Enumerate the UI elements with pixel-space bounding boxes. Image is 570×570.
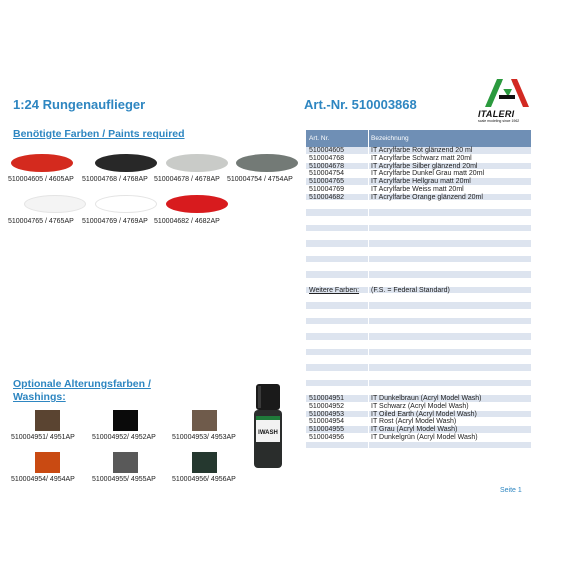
table-row [306,411,531,419]
table-row [306,186,531,194]
paint-code: 510004678 / 4678AP [154,176,220,183]
table-row [306,217,531,225]
table-row [306,310,531,318]
cell-bezeichnung: IT Grau (Acryl Model Wash) [368,426,531,433]
cell-art-nr: Weitere Farben: [309,286,360,294]
cell-bezeichnung [368,380,531,387]
washings-heading-line2: Washings: [13,391,66,403]
cell-art-nr [306,310,368,317]
wash-swatch [35,410,60,431]
table-row [306,356,531,364]
cell-art-nr [306,279,368,286]
cell-art-nr [306,271,368,278]
paint-code: 510004768 / 4768AP [82,176,148,183]
table-row [306,418,531,426]
cell-bezeichnung [368,341,531,348]
cell-bezeichnung [368,364,531,371]
cell-bezeichnung [368,442,531,449]
table-row [306,318,531,326]
table-row [306,294,531,302]
cell-bezeichnung: (F.S. = Federal Standard) [368,287,531,294]
cell-art-nr [306,209,368,216]
cell-art-nr [306,380,368,387]
cell-art-nr [306,263,368,270]
cell-bezeichnung: IT Dunkelgrün (Acryl Model Wash) [368,434,531,441]
cell-bezeichnung: IT Acrylfarbe Hellgrau matt 20ml [368,178,531,185]
wash-swatch [35,452,60,473]
cell-bezeichnung [368,240,531,247]
article-number: Art.-Nr. 510003868 [304,97,417,112]
table-body [306,147,531,449]
table-row [306,194,531,202]
cell-bezeichnung [368,349,531,356]
paint-swatch [24,195,86,213]
cell-bezeichnung [368,256,531,263]
wash-code: 510004952/ 4952AP [92,434,156,441]
cell-bezeichnung: IT Dunkelbraun (Acryl Model Wash) [368,395,531,402]
table-row [306,341,531,349]
paint-swatch [11,154,73,172]
logo-wordmark: ITALERI [478,109,515,119]
header-art-nr: Art. Nr. [309,135,330,142]
cell-art-nr [306,302,368,309]
table-row [306,209,531,217]
paints-heading: Benötigte Farben / Paints required [13,128,185,140]
paint-code: 510004754 / 4754AP [227,176,293,183]
cell-bezeichnung: IT Oiled Earth (Acryl Model Wash) [368,411,531,418]
cell-art-nr: 510004956 [309,433,345,441]
table-row [306,325,531,333]
paint-swatch [95,154,157,172]
cell-bezeichnung [368,294,531,301]
wash-code: 510004955/ 4955AP [92,476,156,483]
table-row [306,240,531,248]
cell-bezeichnung: IT Acrylfarbe Schwarz matt 20ml [368,155,531,162]
wash-swatch [192,410,217,431]
wash-swatch [113,452,138,473]
paint-swatch [166,195,228,213]
cell-bezeichnung [368,372,531,379]
cell-art-nr [306,217,368,224]
paint-code: 510004682 / 4682AP [154,218,220,225]
cell-art-nr [306,256,368,263]
paint-table [306,130,531,449]
table-row [306,387,531,395]
wash-swatch [192,452,217,473]
paint-code: 510004769 / 4769AP [82,218,148,225]
cell-art-nr [306,325,368,332]
cell-bezeichnung: IT Acrylfarbe Silber glänzend 20ml [368,163,531,170]
table-row [306,170,531,178]
table-row [306,271,531,279]
cell-bezeichnung [368,325,531,332]
cell-art-nr [306,387,368,394]
table-row [306,263,531,271]
cell-art-nr: 510004678 [309,162,345,170]
logo-tagline: scale modeling since 1962 [478,119,520,123]
table-row [306,333,531,341]
table-row [306,442,531,450]
wash-code: 510004953/ 4953AP [172,434,236,441]
table-row [306,225,531,233]
cell-bezeichnung [368,279,531,286]
table-row [306,163,531,171]
cell-art-nr: 510004769 [309,185,345,193]
paint-swatch [236,154,298,172]
cell-art-nr [306,225,368,232]
paint-swatch [95,195,157,213]
table-row [306,248,531,256]
wash-bottle-image [253,384,283,468]
cell-bezeichnung [368,387,531,394]
cell-bezeichnung [368,310,531,317]
paint-code: 510004605 / 4605AP [8,176,74,183]
wash-code: 510004956/ 4956AP [172,476,236,483]
cell-bezeichnung [368,333,531,340]
cell-art-nr [306,294,368,301]
cell-bezeichnung [368,217,531,224]
cell-bezeichnung: IT Acrylfarbe Dunkel Grau matt 20ml [368,170,531,177]
cell-art-nr: 510004955 [309,426,345,433]
cell-art-nr [306,364,368,371]
cell-bezeichnung: IT Schwarz (Acryl Model Wash) [368,403,531,410]
table-row [306,279,531,287]
cell-art-nr: 510004768 [309,154,345,162]
page-number: Seite 1 [500,487,522,494]
cell-bezeichnung [368,201,531,208]
table-row [306,178,531,186]
table-row [306,302,531,310]
table-row [306,395,531,403]
table-row [306,201,531,209]
italeri-logo [477,73,537,133]
table-row [306,403,531,411]
cell-art-nr [306,318,368,325]
cell-bezeichnung [368,232,531,239]
cell-bezeichnung [368,356,531,363]
cell-art-nr [306,232,368,239]
cell-art-nr: 510004953 [309,410,345,418]
cell-art-nr: 510004605 [309,147,345,154]
table-row [306,380,531,388]
cell-art-nr [306,372,368,379]
paint-swatch [166,154,228,172]
header-bezeichnung: Bezeichnung [368,130,531,147]
wash-code: 510004954/ 4954AP [11,476,75,483]
cell-art-nr [306,240,368,247]
wash-code: 510004951/ 4951AP [11,434,75,441]
wash-swatch [113,410,138,431]
table-row [306,287,531,295]
bottle-label: IWASH [258,430,278,436]
table-row [306,426,531,434]
cell-bezeichnung [368,248,531,255]
table-row [306,232,531,240]
cell-art-nr: 510004765 [309,178,345,185]
cell-bezeichnung [368,318,531,325]
cell-art-nr: 510004754 [309,170,345,178]
cell-bezeichnung: IT Rost (Acryl Model Wash) [368,418,531,425]
table-row [306,256,531,264]
table-header [306,130,531,147]
cell-art-nr: 510004952 [309,402,345,410]
cell-art-nr: 510004954 [309,418,345,426]
cell-art-nr [306,356,368,363]
table-row [306,147,531,155]
cell-art-nr: 510004951 [309,395,345,402]
table-row [306,349,531,357]
cell-bezeichnung: IT Acrylfarbe Rot glänzend 20 ml [368,147,531,154]
cell-art-nr: 510004682 [309,193,345,201]
cell-art-nr [306,333,368,340]
cell-bezeichnung [368,209,531,216]
cell-art-nr [306,442,368,449]
cell-bezeichnung [368,263,531,270]
cell-bezeichnung [368,225,531,232]
cell-art-nr [306,248,368,255]
cell-bezeichnung: IT Acrylfarbe Orange glänzend 20ml [368,194,531,201]
cell-bezeichnung [368,302,531,309]
washings-heading: Optionale Alterungsfarben / [13,378,151,390]
cell-art-nr [306,341,368,348]
table-row [306,364,531,372]
page-title: 1:24 Rungenauflieger [13,97,146,112]
cell-bezeichnung: IT Acrylfarbe Weiss matt 20ml [368,186,531,193]
table-row [306,372,531,380]
cell-art-nr [306,349,368,356]
paint-code: 510004765 / 4765AP [8,218,74,225]
cell-art-nr [306,201,368,208]
cell-bezeichnung [368,271,531,278]
table-row [306,434,531,442]
table-row [306,155,531,163]
